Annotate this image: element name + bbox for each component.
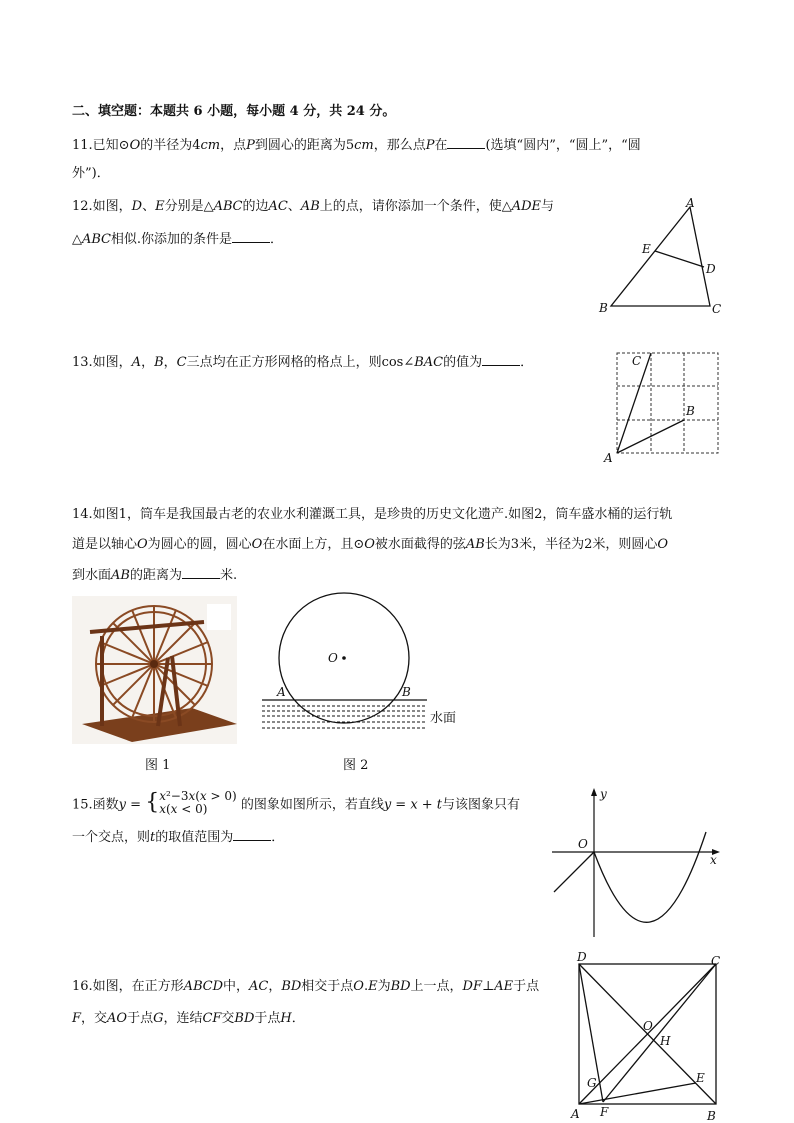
- label-h: H: [660, 1034, 671, 1048]
- question-12-line2: [72, 230, 283, 249]
- q15-piece-2: 𝑥(𝑥 < 0): [159, 802, 208, 816]
- question-16-line2: 𝐹，交𝐴𝑂于点𝐺，连结𝐶𝐹交𝐵𝐷于点𝐻．: [72, 1011, 305, 1026]
- q12-text-a: △𝐴𝐵𝐶相似.你添加的条件是: [72, 232, 233, 247]
- q15-text-a: 15.函数𝑦 =: [72, 797, 142, 813]
- q13-answer-blank[interactable]: [482, 353, 520, 366]
- water-wheel-drawing: [72, 596, 237, 744]
- label-o: O: [643, 1019, 653, 1033]
- label-a: A: [686, 196, 695, 210]
- segment-ac: [617, 353, 651, 453]
- q13-text-a: 13.如图，𝐴，𝐵，𝐶三点均在正方形网格的格点上，则cos∠𝐵𝐴𝐶的值为: [72, 355, 483, 370]
- q12-text-b: ．: [270, 232, 284, 247]
- label-d: D: [706, 262, 716, 276]
- question-12-line1: 12.如图，𝐷、𝐸分别是△𝐴𝐵𝐶的边𝐴𝐶、𝐴𝐵上的点，请你添加一个条件，使△𝐴𝐷𝐸与: [72, 199, 555, 214]
- q14-circle-figure: [262, 592, 472, 742]
- label-c: C: [711, 954, 721, 968]
- q15-text-b: 的图象如图所示，若直线𝑦 = 𝑥 + 𝑡与该图象只有: [240, 797, 521, 813]
- center-o: [342, 656, 346, 660]
- parabola-branch-x-gt-0: [594, 832, 706, 922]
- question-14-line1: 14.如图1，筒车是我国最古老的农业水利灌溉工具，是珍贵的历史文化遗产.如图2，筒车盛水桶的运行轨: [72, 507, 673, 522]
- segment-de: [655, 251, 704, 267]
- q12-answer-blank[interactable]: [232, 230, 270, 243]
- q11-text-b: (选填“圆内”，“圆上”，“圆: [485, 138, 641, 153]
- question-13-line1: [72, 353, 533, 372]
- label-b: B: [707, 1109, 716, 1123]
- q16-square-figure: [565, 950, 730, 1123]
- q13-grid-figure: [600, 345, 730, 465]
- label-e: E: [642, 242, 651, 256]
- q15-function-graph: [550, 782, 725, 942]
- question-14-line2: 道是以轴心𝑂为圆心的圆，圆心𝑂在水面上方，且⊙𝑂被水面截得的弦𝐴𝐵长为3米，半径为2米，则圆心𝑂: [72, 537, 669, 552]
- label-c: C: [712, 302, 722, 316]
- label-y: y: [600, 787, 607, 801]
- q11-answer-blank[interactable]: [447, 136, 485, 149]
- question-16-line1: 16.如图，在正方形𝐴𝐵𝐶𝐷中，𝐴𝐶，𝐵𝐷相交于点𝑂.𝐸为𝐵𝐷上一点，𝐷𝐹⊥𝐴𝐸于点: [72, 979, 540, 994]
- label-origin: O: [578, 837, 588, 851]
- water-surface-label: 水面: [430, 711, 457, 726]
- label-b: B: [599, 301, 608, 315]
- label-b: B: [686, 404, 695, 418]
- label-b: B: [402, 685, 411, 699]
- label-o: O: [328, 651, 338, 665]
- label-a: A: [571, 1107, 580, 1121]
- label-d: D: [577, 950, 587, 964]
- label-a: A: [277, 685, 286, 699]
- q14-text-a: 到水面𝐴𝐵的距离为: [72, 568, 182, 583]
- label-g: G: [587, 1076, 597, 1090]
- label-e: E: [696, 1071, 705, 1085]
- q11-text-a: 11.已知⊙𝑂的半径为4𝑐𝑚，点𝑃到圆心的距离为5𝑐𝑚，那么点𝑃在: [72, 138, 448, 153]
- label-c: C: [632, 354, 642, 368]
- q15-text-b2: ．: [271, 830, 285, 845]
- q14-text-b: 米.: [219, 568, 238, 583]
- q15-text-a2: 一个交点，则𝑡的取值范围为: [72, 830, 234, 845]
- line-branch-x-lt-0: [554, 852, 594, 892]
- question-15-line2: [72, 828, 284, 847]
- figure-2-caption: 图 2: [343, 758, 369, 773]
- triangle-abc: [611, 207, 710, 306]
- question-15-line1: [72, 789, 521, 818]
- q14-answer-blank[interactable]: [182, 566, 220, 579]
- question-11-line2: 外”)．: [72, 166, 110, 181]
- question-11-line1: [72, 136, 641, 155]
- y-axis-arrow-icon: [591, 788, 597, 796]
- question-14-line3: [72, 566, 237, 585]
- q15-answer-blank[interactable]: [233, 828, 271, 841]
- q15-piecewise: { 𝑥²−3𝑥(𝑥 > 0) 𝑥(𝑥 < 0): [145, 789, 237, 816]
- section-header: 二、填空题：本题共 6 小题，每小题 4 分，共 24 分。: [72, 104, 396, 119]
- q12-triangle-figure: [590, 190, 730, 320]
- q13-text-b: ．: [520, 355, 534, 370]
- label-x: x: [710, 853, 717, 867]
- water-wheel-photo: [72, 596, 237, 744]
- figure-1-caption: 图 1: [145, 758, 171, 773]
- q15-piece-1: 𝑥²−3𝑥(𝑥 > 0): [159, 789, 237, 803]
- square-grid: [617, 353, 718, 453]
- label-f: F: [600, 1105, 609, 1119]
- label-a: A: [604, 451, 613, 465]
